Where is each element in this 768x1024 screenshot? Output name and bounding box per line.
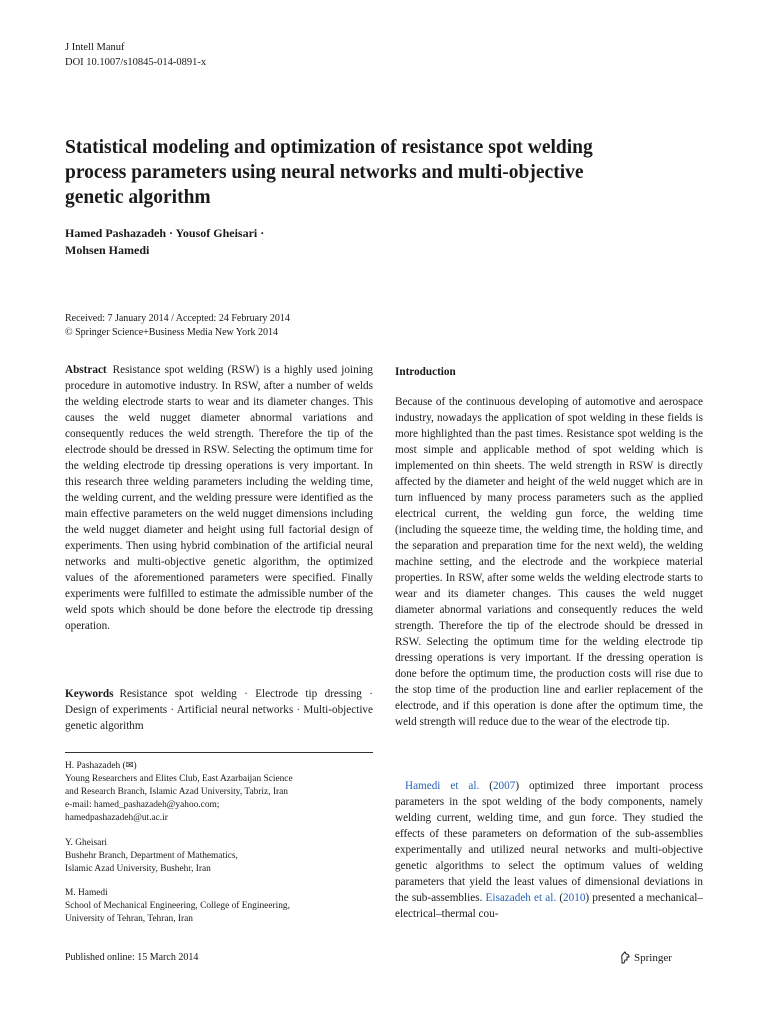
authors: Hamed Pashazadeh · Yousof Gheisari · Mohsen Hamedi xyxy=(65,226,265,257)
affiliation-pashazadeh: H. Pashazadeh (✉) Young Researchers and Elites Club, East Azarbaijan Science and Research Branch, Islamic Azad University, Tabriz, Iran e-mail: hamed_pashazadeh@yahoo.com; hamedpashazadeh@ut.ac.ir xyxy=(65,760,373,825)
introduction-paragraph: Because of the continuous developing of automotive and aerospace industry, nowadays the application of spot welding in these fields is more highlighted than the past times. Resistance spot welding is the most simple and applicable method of spot welding which is implemented on thin sheets. The weld strength in RSW is directly affected by the diameter and height of the weld nugget which are in turn influenced by many process parameters such as the applied electrical current, the welding gun force, the welding time (including the squeeze time, the welding time, the holding time, and the separation and preparation time for the next weld), the welding machine setting, and the electrode and the workpiece material properties. In RSW, after some welds the welding electrode starts to wear and its diameter changes. This causes the weld nugget diameter abnormal variations and consequently reduces the weld strength. Therefore the tip of the electrode should be dressed in RSW. Selecting the optimum time for the welding electrode tip dressing operations is very important. If the dressing operation is done before the optimum time, the production costs will rise due to the stop time of the production line and earlier replacement of the electrode, and if this operation is done after the optimum time, the weld strength will reduce due to the wear of the electrode tip. xyxy=(395,396,703,728)
author-name: Y. Gheisari xyxy=(65,838,108,848)
abstract-label: Abstract xyxy=(65,364,107,376)
author-name: H. Pashazadeh (✉) xyxy=(65,761,137,771)
citation-link[interactable]: 2007 xyxy=(492,780,516,792)
affiliation-gheisari: Y. Gheisari Bushehr Branch, Department of Mathematics, Islamic Azad University, Bushehr, Iran xyxy=(65,837,373,876)
email[interactable]: hamedpashazadeh@ut.ac.ir xyxy=(65,813,168,823)
citation-link[interactable]: Eisazadeh et al. xyxy=(485,892,557,904)
introduction-paragraph: Hamedi et al. (2007) optimized three important process parameters in the spot welding of the body components, namely welding current, welding time, and gun force. They studied the effects of these parameters on deformation of the sub-assemblies experimentally and utilized neural networks and multi-objective genetic algorithms to select the optimum values of welding parameters that yield the least values of dimensional deviations in the sub-assemblies. Eisazadeh et al. (2010) presented a mechanical–electrical–thermal cou- xyxy=(395,780,704,920)
introduction-heading: Introduction xyxy=(395,366,456,378)
citation-link[interactable]: Hamedi et al. xyxy=(405,780,480,792)
published-online: Published online: 15 March 2014 xyxy=(65,952,199,963)
journal-header xyxy=(65,40,206,70)
affiliation-hamedi: M. Hamedi School of Mechanical Engineering, College of Engineering, University of Tehran, Tehran, Iran xyxy=(65,887,373,926)
submission-dates xyxy=(65,312,290,340)
footnote-divider xyxy=(65,752,373,753)
email[interactable]: e-mail: hamed_pashazadeh@yahoo.com; xyxy=(65,800,220,810)
journal-name: J Intell Manuf xyxy=(65,42,125,53)
citation-link[interactable]: 2010 xyxy=(563,892,586,904)
keywords xyxy=(65,686,373,734)
author-name: M. Hamedi xyxy=(65,888,108,898)
keywords-text: Resistance spot welding · Electrode tip dressing · Design of experiments · Artificial neural networks · Multi-objective genetic algorithm xyxy=(65,688,373,732)
abstract xyxy=(65,362,373,634)
keywords-label: Keywords xyxy=(65,688,114,700)
doi: DOI 10.1007/s10845-014-0891-x xyxy=(65,57,207,68)
springer-horse-icon xyxy=(620,951,631,964)
received-accepted: Received: 7 January 2014 / Accepted: 24 February 2014 xyxy=(65,313,290,324)
publisher-logo xyxy=(620,951,672,964)
abstract-text: Resistance spot welding (RSW) is a highly used joining procedure in automotive industry. In RSW, after a number of welds the welding electrode starts to wear and its diameter changes. This causes the weld nugget diameter abnormal variations and consequently reduces the weld strength. Therefore the tip of the electrode should be dressed in RSW. Selecting the optimum time for the welding electrode tip dressing operations is very important. In this research three welding parameters including the welding time, the welding current, and the welding pressure were identified as the main effective parameters on the weld nugget dimensions including the weld nugget diameter and height using full factorial design of experiments. Then using hybrid combination of the artificial neural networks and multi-objective genetic algorithm, the optimized values of the aforementioned parameters were specified. Finally experiments were fulfilled to estimate the admissible number of the weld spots which should be done before the electrode tip dressing operation. xyxy=(65,364,373,632)
paper-title: Statistical modeling and optimization of resistance spot welding process parameters using neural networks and multi-objective genetic algorithm xyxy=(65,137,593,208)
publisher-name: Springer xyxy=(634,951,672,964)
copyright: © Springer Science+Business Media New York 2014 xyxy=(65,327,278,338)
